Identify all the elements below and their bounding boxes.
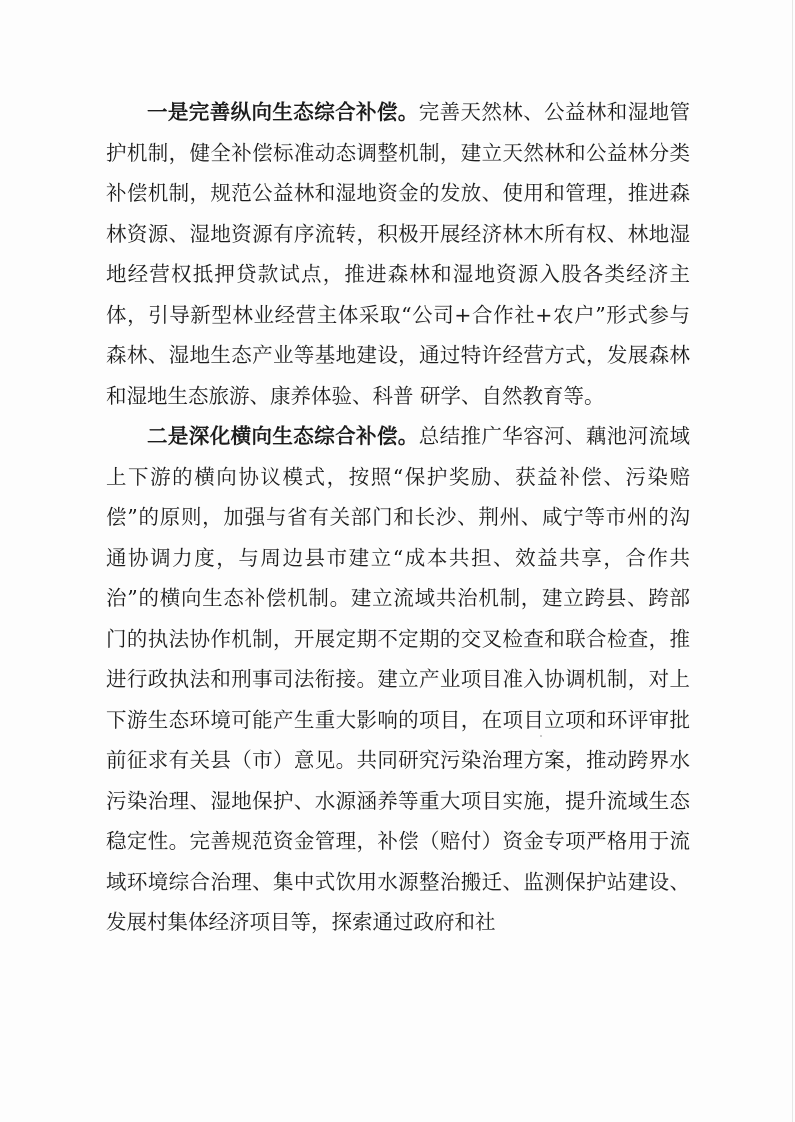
paragraph-lead-heading: 一是完善纵向生态综合补偿。 bbox=[147, 100, 419, 124]
paragraph-lead-heading: 二是深化横向生态综合补偿。 bbox=[147, 424, 419, 448]
paragraph-horizontal-compensation bbox=[106, 416, 690, 943]
paragraph-body-text: 完善天然林、公益林和湿地管护机制，健全补偿标准动态调整机制，建立天然林和公益林分类补偿机制，规范公益林和湿地资金的发放、使用和管理，推进森林资源、湿地资源有序流转，积极开展经济林木所有权、林地湿地经营权抵押贷款试点，推进森林和湿地资源入股各类经济主体，引导新型林业经营主体采取“公司+合作社+农户”形式参与森林、湿地生态产业等基地建设，通过特许经营方式，发展森林和湿地生态旅游、康养体验、科普 研学、自然教育等。 bbox=[106, 100, 691, 408]
scan-edge-line bbox=[792, 0, 793, 1122]
paragraph-body-text: 总结推广华容河、藕池河流域上下游的横向协议模式，按照“保护奖励、获益补偿、污染赔偿”的原则，加强与省有关部门和长沙、荆州、咸宁等市州的沟通协调力度，与周边县市建立“成本共担、效益共享，合作共治”的横向生态补偿机制。建立流域共治机制，建立跨县、跨部门的执法协作机制，开展定期不定期的交叉检查和联合检查，推进行政执法和刑事司法衔接。建立产业项目准入协调机制，对上下游生态环境可能产生重大影响的项目，在项目立项和环评审批前征求有关县（市）意见。共同研究污染治理方案，推动跨界水污染治理、湿地保护、水源涵养等重大项目实施，提升流域生态稳定性。完善规范资金管理，补偿（赔付）资金专项严格用于流域环境综合治理、集中式饮用水源整治搬迁、监测保护站建设、发展村集体经济项目等，探索通过政府和社 bbox=[106, 424, 691, 934]
document-body bbox=[106, 92, 690, 943]
scan-speck bbox=[540, 735, 542, 737]
paragraph-vertical-compensation bbox=[106, 92, 690, 416]
